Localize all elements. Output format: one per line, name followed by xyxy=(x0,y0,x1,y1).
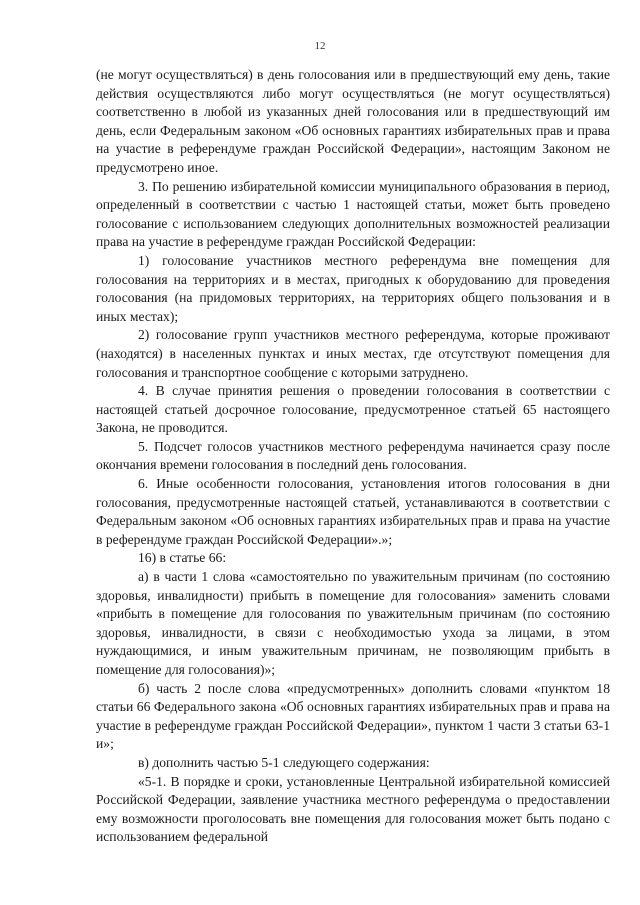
paragraph-subitem-b: б) часть 2 после слова «предусмотренных» дополнить словами «пунктом 18 статьи 66 Федерального закона «Об основных гарантиях избирательных прав и права на участие в референдуме граждан Российской Федерации», пунктом 1 части 3 статьи 63-1 и»; xyxy=(96,680,610,752)
paragraph-item-6: 6. Иные особенности голосования, установления итогов голосования в дни голосования, предусмотренные настоящей статьей, устанавливаются в соответствии с Федеральным законом «Об основных гарантиях избирательных прав и права на участие в референдуме граждан Российской Федерации».»; xyxy=(96,476,610,547)
paragraph-subitem-a: а) в части 1 слова «самостоятельно по уважительным причинам (по состоянию здоровья, инвалидности) прибыть в помещение для голосования» заменить словами «прибыть в помещение для голосования по уважительным причинам (по состоянию здоровья, инвалидности, в связи с необходимостью ухода за лицами, в этом нуждающимися, и иным уважительным причинам, не позволяющим прибыть в помещение для голосования)»; xyxy=(96,569,610,677)
paragraph-item-3: 3. По решению избирательной комиссии муниципального образования в период, определенный в соответствии с частью 1 настоящей статьи, может быть проведено голосование с использованием следующих дополнительных возможностей реализации права на участие в референдуме граждан Российской Федерации: xyxy=(96,178,610,250)
page-number: 12 xyxy=(314,40,326,52)
paragraph-item-16: 16) в статье 66: xyxy=(138,550,227,566)
paragraph-item-4: 4. В случае принятия решения о проведении голосования в соответствии с настоящей статьей досрочное голосование, предусмотренное статьей 65 настоящего Закона, не проводится. xyxy=(96,383,610,436)
document-body xyxy=(96,66,610,847)
paragraph-part-5-1: «5-1. В порядке и сроки, установленные Центральной избирательной комиссией Российской Федерации, заявление участника местного референдума о предоставлении ему возможности проголосовать вне помещения для голосования может быть подано с использованием федеральной xyxy=(96,773,610,845)
paragraph-continuation: (не могут осуществляться) в день голосования или в предшествующий ему день, такие действия осуществляются либо могут осуществляться (не могут осуществляться) соответственно в любой из указанных дней голосования или в предшествующий им день, если Федеральным законом «Об основных гарантиях избирательных прав и права на участие в референдуме граждан Российской Федерации», настоящим Законом не предусмотрено иное. xyxy=(96,67,610,175)
paragraph-subitem-2: 2) голосование групп участников местного референдума, которые проживают (находятся) в населенных пунктах и иных местах, где отсутствуют помещения для голосования и транспортное сообщение с которыми затруднено. xyxy=(96,327,610,380)
paragraph-subitem-v: в) дополнить частью 5-1 следующего содержания: xyxy=(138,754,430,770)
paragraph-item-5: 5. Подсчет голосов участников местного референдума начинается сразу после окончания времени голосования в последний день голосования. xyxy=(96,438,610,473)
paragraph-subitem-1: 1) голосование участников местного референдума вне помещения для голосования на территориях и в местах, пригодных к оборудованию для проведения голосования (на придомовых территориях, на территориях общего пользования и в иных местах); xyxy=(96,252,610,324)
